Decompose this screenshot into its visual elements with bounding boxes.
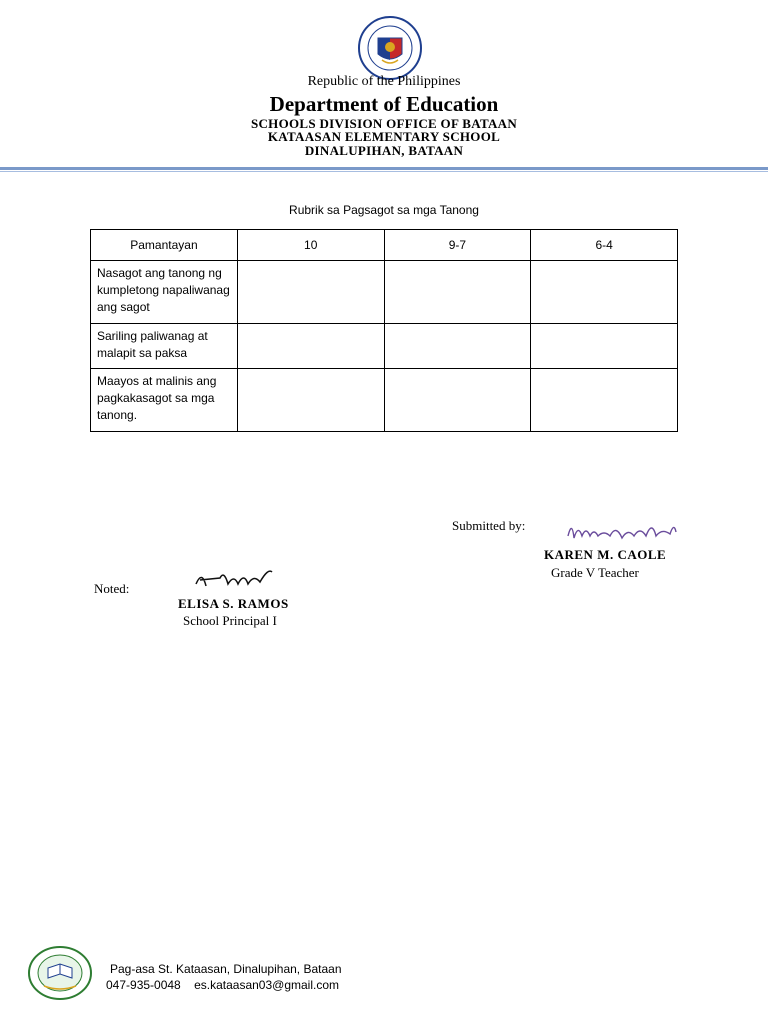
rubric-table — [90, 229, 678, 432]
principal-position: School Principal I — [183, 613, 277, 628]
division-line: SCHOOLS DIVISION OFFICE OF BATAAN — [250, 116, 518, 131]
rubric-title: Rubrik sa Pagsagot sa mga Tanong — [289, 203, 479, 217]
score-cell — [384, 369, 531, 432]
table-row — [91, 261, 678, 324]
teacher-position: Grade V Teacher — [551, 565, 639, 580]
score-cell — [237, 261, 384, 324]
criterion-cell: Sariling paliwanag at malapit sa paksa — [91, 324, 238, 369]
score-cell — [384, 261, 531, 324]
criterion-cell: Maayos at malinis ang pagkakasagot sa mga tanong. — [91, 369, 238, 432]
principal-signature — [190, 564, 276, 598]
score-cell — [384, 324, 531, 369]
teacher-name: KAREN M. CAOLE — [544, 547, 667, 562]
score-cell — [531, 261, 678, 324]
score-cell — [531, 324, 678, 369]
footer-email: es.kataasan03@gmail.com — [194, 978, 339, 992]
score-cell — [531, 369, 678, 432]
school-line: KATAASAN ELEMENTARY SCHOOL — [267, 129, 501, 144]
school-seal-logo — [28, 946, 92, 1000]
score-cell — [237, 369, 384, 432]
column-header: 6-4 — [531, 230, 678, 261]
teacher-signature — [564, 514, 680, 550]
republic-line: Republic of the Philippines — [307, 74, 461, 89]
score-cell — [237, 324, 384, 369]
header-divider-thin — [0, 171, 768, 172]
footer-contact — [106, 978, 339, 992]
submitted-by-label: Submitted by: — [452, 518, 526, 533]
noted-label: Noted: — [94, 581, 130, 596]
criterion-cell: Nasagot ang tanong ng kumpletong napaliwanag ang sagot — [91, 261, 238, 324]
principal-name: ELISA S. RAMOS — [178, 596, 289, 611]
footer-phone: 047-935-0048 — [106, 978, 181, 992]
table-row — [91, 369, 678, 432]
footer-address: Pag-asa St. Kataasan, Dinalupihan, Bataan — [110, 962, 342, 976]
town-line: DINALUPIHAN, BATAAN — [304, 143, 464, 158]
table-row — [91, 324, 678, 369]
column-header: Pamantayan — [91, 230, 238, 261]
header-divider — [0, 167, 768, 170]
department-title: Department of Education — [269, 92, 499, 116]
rubric-header-row — [91, 230, 678, 261]
column-header: 10 — [237, 230, 384, 261]
deped-seal-logo — [358, 16, 422, 80]
column-header: 9-7 — [384, 230, 531, 261]
